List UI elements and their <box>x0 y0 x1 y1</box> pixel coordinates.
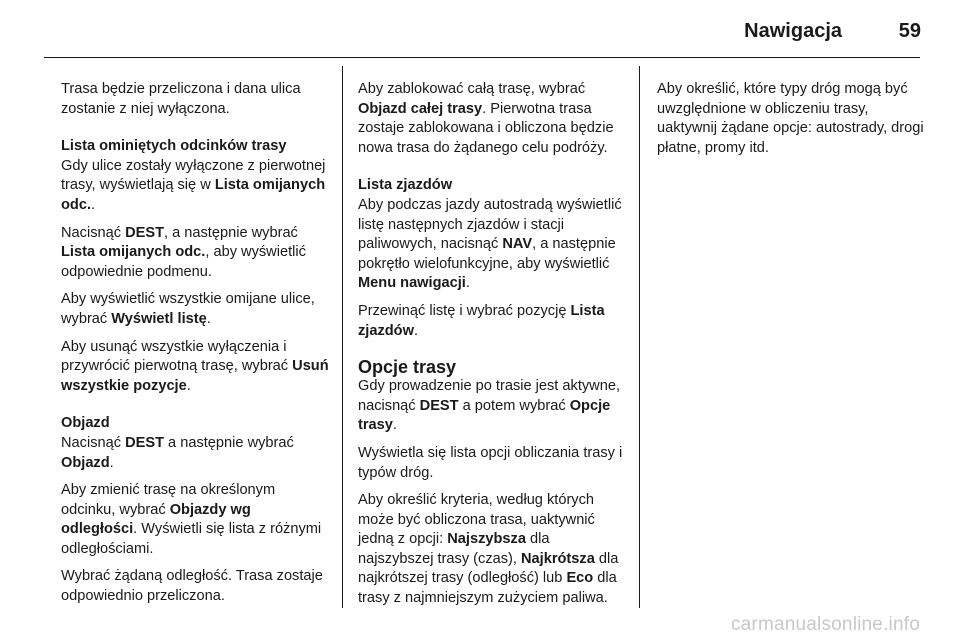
paragraph: Gdy prowadzenie po trasie jest aktywne, nacisnąć DEST a potem wybrać Opcje trasy. <box>358 378 621 434</box>
paragraph: Aby zmienić trasę na określonym odcinku, wybrać Objazdy wg odległości. Wyświetli się lista z różnymi odległościami. <box>61 482 322 557</box>
paragraph: Gdy ulice zostały wyłączone z pierwotnej trasy, wyświetlają się w Lista omijanych odc.. <box>61 157 326 213</box>
intro-paragraph: Trasa będzie przeliczona i dana ulica zostanie z niej wyłączona. <box>61 81 301 117</box>
page-title: Nawigacja <box>744 20 842 42</box>
paragraph: Aby usunąć wszystkie wyłączenia i przywrócić pierwotną trasę, wybrać Usuń wszystkie pozycje. <box>61 338 329 394</box>
watermark: carmanualsonline.info <box>730 614 920 635</box>
paragraph: Wybrać żądaną odległość. Trasa zostaje odpowiednio przeliczona. <box>61 568 323 605</box>
section-title-route-options: Opcje trasy <box>358 357 457 378</box>
paragraph: Nacisnąć DEST a następnie wybrać Objazd. <box>61 434 294 471</box>
paragraph: Wyświetla się lista opcji obliczania trasy i typów dróg. <box>358 444 623 481</box>
column-divider-1 <box>342 66 343 608</box>
header-divider <box>44 57 920 58</box>
section-heading-skipped-list: Lista ominiętych odcinków trasy <box>61 138 287 155</box>
paragraph: Aby określić, które typy dróg mogą być uwzględnione w obliczeniu trasy, uaktywnij żądane opcje: autostrady, drogi płatne, promy itd. <box>657 81 924 156</box>
paragraph: Przewinąć listę i wybrać pozycję Lista zjazdów. <box>358 302 605 339</box>
paragraph: Nacisnąć DEST, a następnie wybrać Lista omijanych odc., aby wyświetlić odpowiednie podmenu. <box>61 224 306 280</box>
page-header <box>0 0 960 60</box>
page-number: 59 <box>898 20 921 42</box>
text-column-3 <box>657 80 927 166</box>
section-heading-exit-list: Lista zjazdów <box>358 177 453 194</box>
paragraph: Aby zablokować całą trasę, wybrać Objazd całej trasy. Pierwotna trasa zostaje zablokowana i obliczona będzie nowa trasa do żądanego celu podróży. <box>358 81 614 156</box>
paragraph: Aby podczas jazdy autostradą wyświetlić listę następnych zjazdów i stacji paliwowych, nacisnąć NAV, a następnie pokrętło wielofunkcyjne, aby wyświetlić Menu nawigacji. <box>358 196 622 292</box>
text-column-2 <box>358 80 626 617</box>
column-divider-2 <box>639 66 640 608</box>
paragraph: Aby określić kryteria, według których może być obliczona trasa, uaktywnić jedną z opcji: Najszybsza dla najszybszej trasy (czas), Najkrótsza dla najkrótszej trasy (odległość) lub Eco dla trasy z najmniejszym zużyciem paliwa. <box>358 492 619 607</box>
text-column-1 <box>61 80 329 615</box>
paragraph: Aby wyświetlić wszystkie omijane ulice, wybrać Wyświetl listę. <box>61 291 315 327</box>
section-heading-detour: Objazd <box>61 415 110 432</box>
